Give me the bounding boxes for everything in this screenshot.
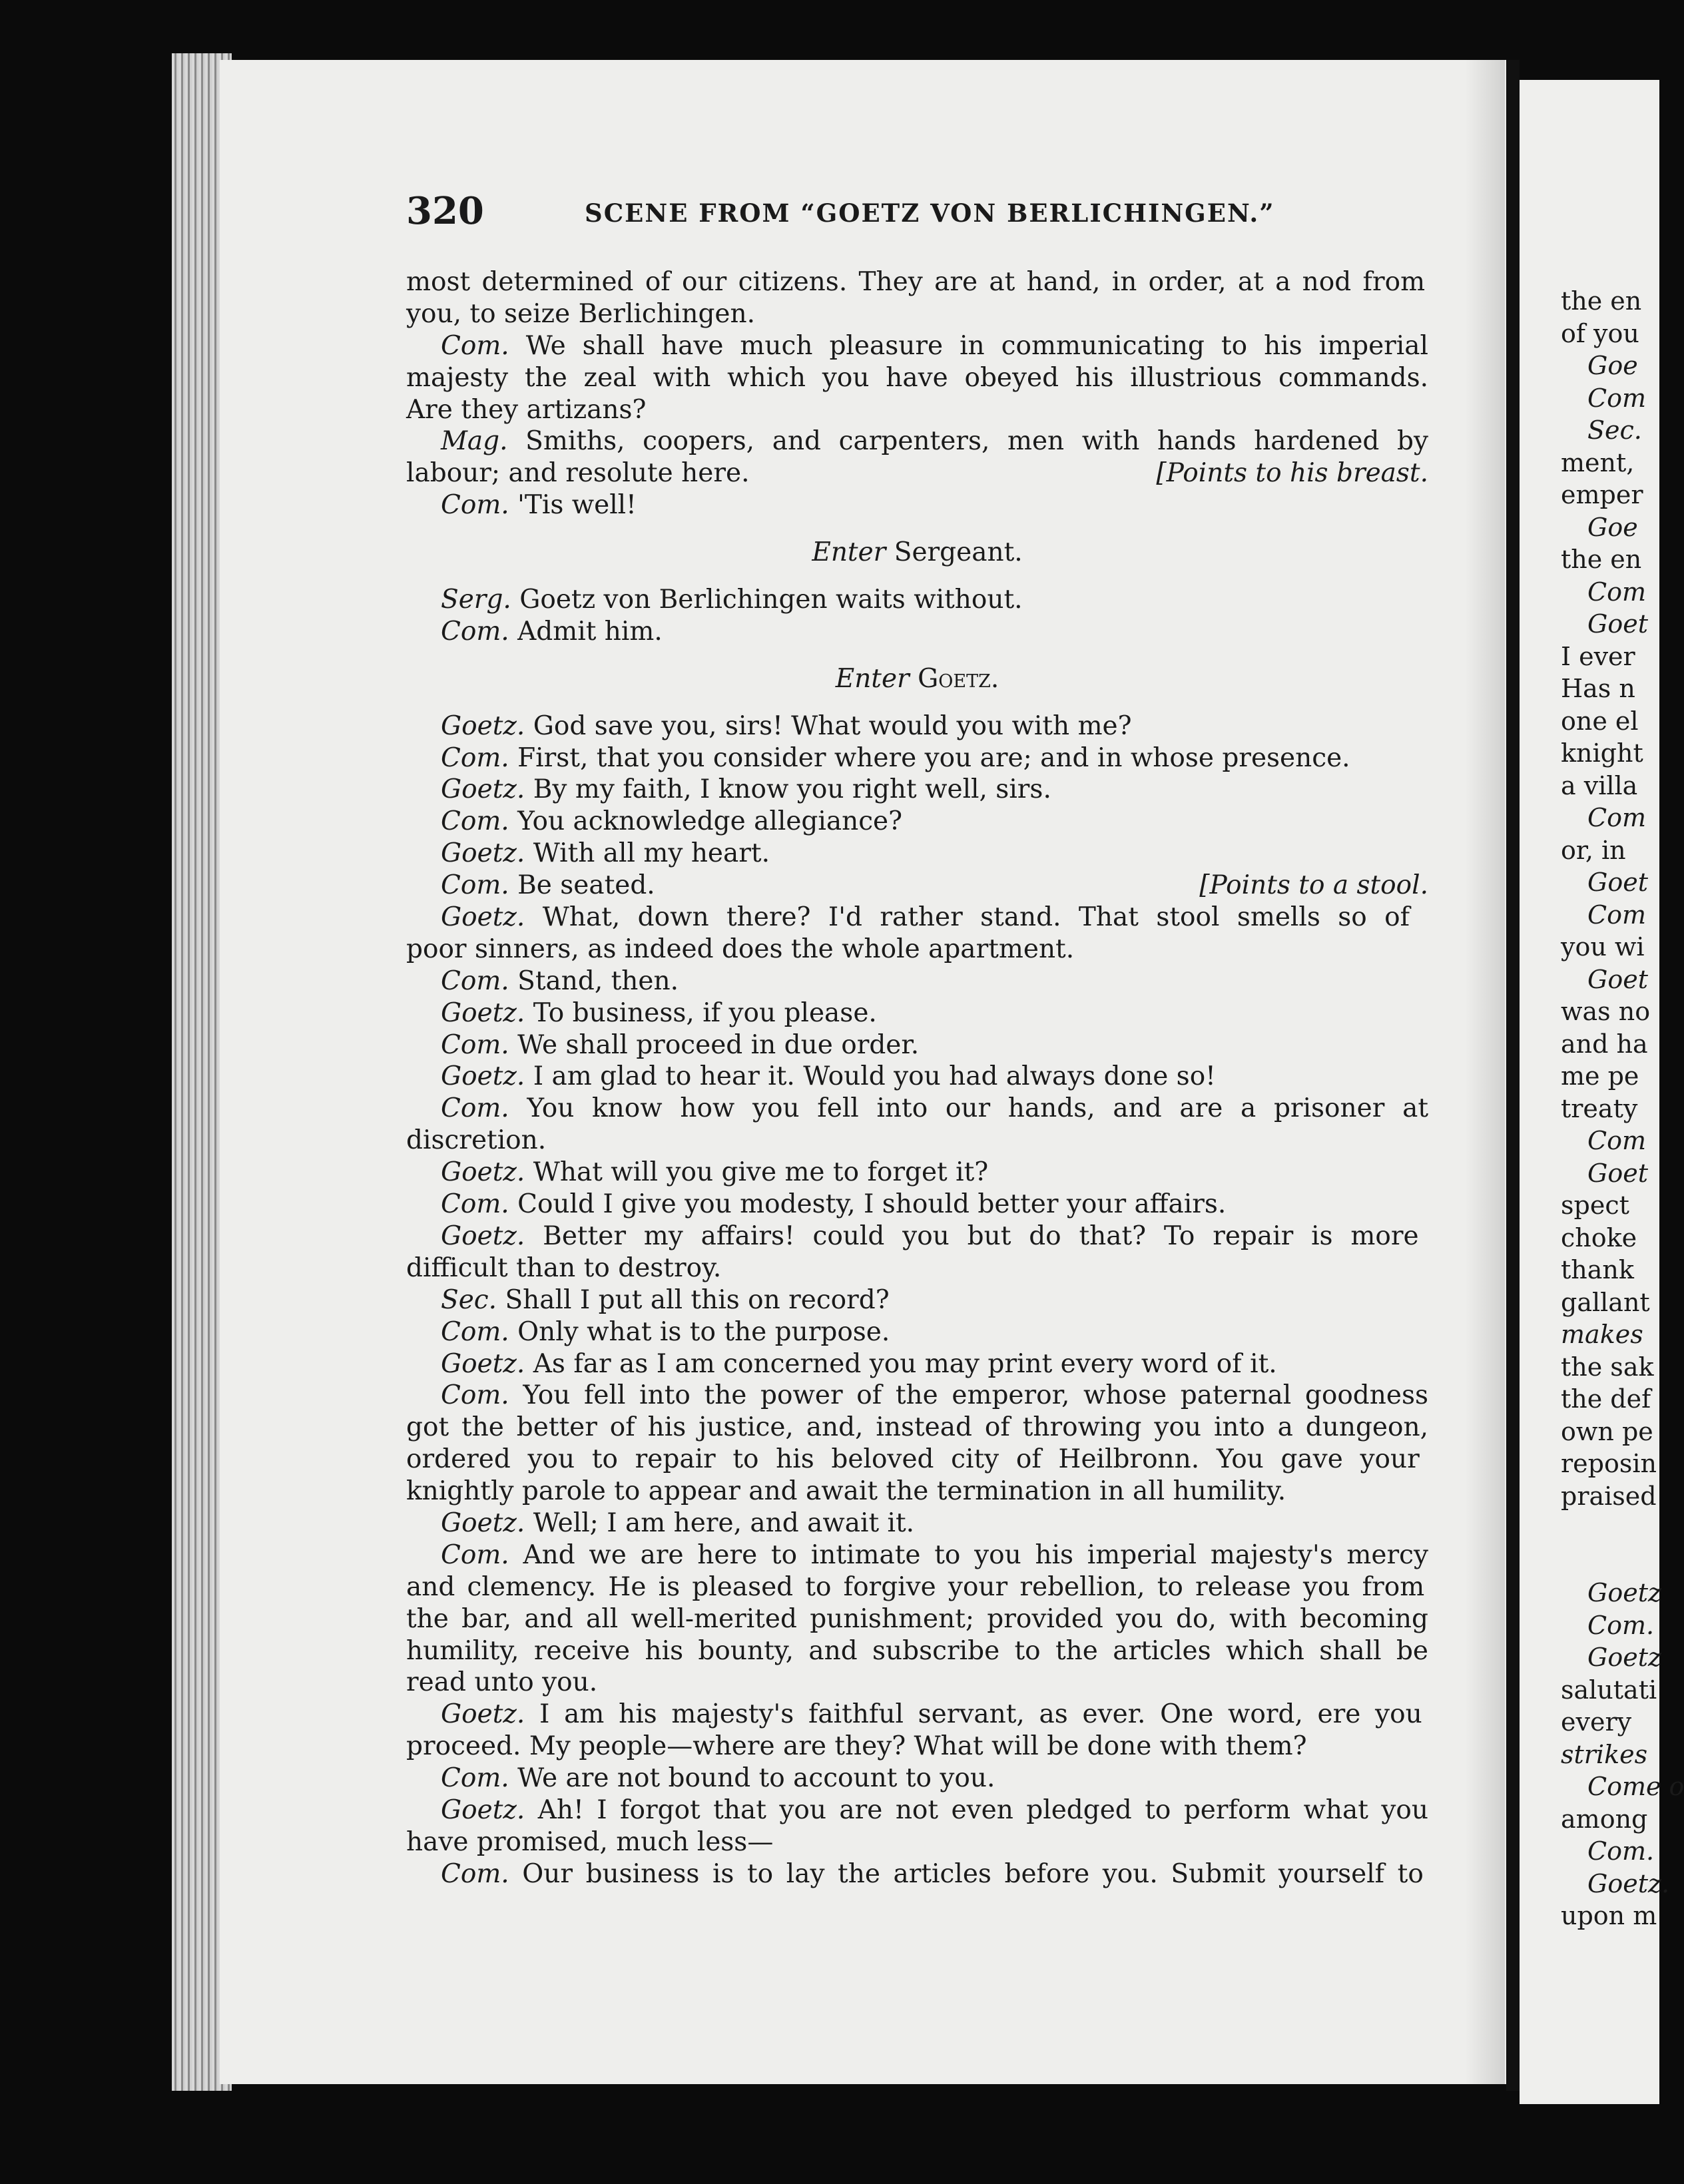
line-content [441,617,663,647]
line-content [441,966,679,996]
speech-line [406,1029,1428,1061]
speaker-name: Goetz. [441,1699,525,1730]
right-page-fragment: or, in [1561,835,1626,865]
speaker-name: Goetz. [441,1348,525,1379]
text-line [406,1571,1428,1603]
right-page-fragment: a villa [1561,770,1638,800]
line-content [441,1859,1424,1889]
enter-word: Enter [812,537,886,568]
speech-line [406,742,1428,774]
line-content [441,1540,1428,1570]
line-content [406,1253,721,1283]
right-page-fragment: me pe [1561,1061,1639,1091]
right-page-fragment: upon m [1561,1901,1657,1930]
right-page-fragment: emper [1561,480,1643,509]
line-content [441,1349,1277,1379]
line-text: And we are here to intimate to you his imperial majesty's mercy [523,1539,1429,1570]
speech-line [406,1221,1428,1252]
line-text: discretion. [406,1125,547,1156]
line-content [441,838,770,868]
text-line [406,1444,1428,1476]
speaker-name: Com. [441,1189,509,1220]
right-page-fragment: praised [1561,1481,1657,1511]
line-text: With all my heart. [533,838,770,869]
speaker-name: Com. [441,806,509,837]
right-page-fragment [1561,1512,1667,1545]
right-page-fragment: Goet [1587,1158,1648,1188]
text-line [406,1476,1428,1507]
line-text: We shall have much pleasure in communicating to his imperial [525,330,1428,361]
stage-direction-enter [406,537,1428,569]
blank-line [406,695,1428,710]
speaker-name: Goetz. [441,1221,525,1251]
speaker-name: Com. [441,965,509,996]
blank-line [406,569,1428,584]
line-content [441,1221,1419,1251]
character-name: Sergeant. [886,537,1023,568]
right-page-fragment: ment, [1561,447,1635,477]
right-page-fragment: Com [1587,577,1646,607]
speech-line [406,1189,1428,1221]
speech-line [406,997,1428,1029]
speaker-name: Goetz. [441,1157,525,1188]
right-page-fragment: Goet [1587,609,1648,639]
speech-line [406,1507,1428,1539]
speech-line [406,616,1428,648]
speech-line [406,870,1428,902]
line-text: Better my affairs! could you but do that? To repair is more [543,1221,1419,1251]
right-page-fragment: Goet [1587,964,1648,994]
speech-line [406,1348,1428,1380]
line-content [441,743,1350,773]
speech-line [406,1539,1428,1571]
speaker-name: Goetz. [441,902,525,933]
line-content [441,806,902,836]
stage-direction: [Points to a stool. [1199,870,1428,901]
speaker-name: Sec. [441,1284,497,1315]
right-page-fragment: salutati [1561,1675,1657,1705]
blank-line [406,521,1428,537]
line-content [441,1030,919,1060]
text-line [406,1125,1428,1157]
right-page-fragment: knight [1561,738,1643,768]
line-text: Admit him. [517,616,663,647]
line-text: proceed. My people—where are they? What will be done with them? [406,1731,1307,1762]
line-content [441,1093,1428,1123]
right-page-fragment: reposin [1561,1449,1657,1478]
line-text: First, that you consider where you are; and in whose presence. [517,742,1350,773]
line-content [441,902,1410,932]
right-page-fragment [1561,1545,1667,1577]
speaker-name: Goetz. [441,1061,525,1092]
line-text: knightly parole to appear and await the termination in all humility. [406,1476,1286,1507]
line-text: As far as I am concerned you may print every word of it. [533,1348,1277,1379]
right-page-fragment: Com. [1587,1836,1655,1866]
speech-line [406,1763,1428,1794]
line-text: What, down there? I'd rather stand. That stool smells so of [542,902,1410,933]
line-content [441,426,1428,456]
right-page-fragment: Goetz [1587,1578,1662,1607]
speaker-name: Com. [441,870,509,901]
right-page-fragment: Com [1587,383,1646,413]
speech-line [406,838,1428,870]
speaker-name: Com. [441,742,509,773]
speaker-name: Com. [441,1763,509,1794]
line-content [406,1636,1428,1666]
text-line [406,457,1428,489]
line-text: Only what is to the purpose. [517,1316,890,1347]
line-content [406,1604,1428,1634]
right-page-text [1561,285,1684,1932]
speaker-name: Com. [441,1093,509,1124]
speaker-name: Goetz. [441,1507,525,1538]
speech-line [406,1794,1428,1826]
line-text: Could I give you modesty, I should better your affairs. [517,1189,1227,1220]
gutter-shadow [1465,60,1505,2084]
stage-direction: [Points to his breast. [1156,458,1428,489]
line-content [441,711,1132,741]
line-content [441,585,1023,615]
line-text: I am glad to hear it. Would you had always done so! [533,1061,1216,1092]
text-line [406,934,1428,965]
right-page-fragment: of you [1561,318,1639,348]
line-text: Smiths, coopers, and carpenters, men with hands hardened by [525,426,1428,457]
line-text: ordered you to repair to his beloved city of Heilbronn. You gave your [406,1444,1420,1475]
speech-line [406,1284,1428,1316]
right-page-fragment: Com [1587,803,1646,832]
speaker-name: Goetz. [441,774,525,805]
running-title: SCENE FROM “GOETZ VON BERLICHINGEN.” [585,198,1275,228]
line-text: You fell into the power of the emperor, whose paternal goodness [523,1380,1428,1411]
right-page-fragment: Has n [1561,674,1635,703]
line-content [406,1125,546,1155]
page-body [406,266,1428,1890]
line-text: God save you, sirs! What would you with me? [533,710,1132,741]
line-content [406,267,1425,297]
line-content [441,1763,995,1793]
right-page-fragment: every [1561,1707,1632,1737]
text-line [406,1603,1428,1635]
right-page-fragment: choke [1561,1223,1637,1252]
right-page-fragment: Goetz [1587,1643,1662,1672]
right-page-fragment: Goe [1587,351,1638,380]
line-text: Well; I am here, and await it. [533,1507,915,1538]
speaker-name: Com. [441,1858,509,1889]
line-text: To business, if you please. [533,997,877,1028]
right-page-fragment: one el [1561,706,1639,736]
speaker-name: Com. [441,330,509,361]
speech-line [406,584,1428,616]
right-page-fragment: Com [1587,1126,1646,1155]
enter-word: Enter [835,663,910,694]
line-text: By my faith, I know you right well, sirs. [533,774,1051,805]
speaker-name: Goetz. [441,1794,525,1825]
line-content [406,1444,1420,1474]
right-page-fragment: the sak [1561,1352,1654,1382]
right-page-fragment: Com [1587,900,1646,930]
right-page-fragment: gallant [1561,1287,1650,1317]
line-text: Are they artizans? [406,394,647,425]
line-content [441,1061,1216,1091]
line-text: You know how you fell into our hands, and are a prisoner at [527,1093,1428,1124]
line-text: read unto you. [406,1667,598,1698]
line-content [441,1699,1422,1729]
speaker-name: Mag. [441,426,508,457]
right-page-fragment: Sec. [1587,415,1642,445]
speech-line [406,1380,1428,1412]
line-text: Be seated. [517,870,655,901]
right-page-fragment: the en [1561,545,1642,574]
line-content [441,1380,1428,1410]
line-text: Goetz von Berlichingen waits without. [519,585,1023,615]
line-content [441,1508,914,1538]
right-page-fragment: Goetz. [1587,1868,1670,1898]
speech-line [406,1316,1428,1348]
line-content [406,934,1074,964]
text-line [406,1667,1428,1699]
speech-line [406,774,1428,806]
line-content [441,1285,890,1315]
line-content [406,457,749,489]
line-text: Stand, then. [517,965,679,996]
line-content [441,870,655,902]
line-content [441,1189,1226,1219]
line-text: you, to seize Berlichingen. [406,298,756,329]
line-text: got the better of his justice, and, instead of throwing you into a dungeon, [406,1412,1428,1443]
line-content [441,774,1051,804]
right-page-fragment: thank [1561,1255,1634,1284]
character-name: Goetz. [909,663,999,694]
line-text: We shall proceed in due order. [517,1029,920,1060]
page-number: 320 [406,189,484,233]
right-page-fragment: was no [1561,997,1651,1026]
line-content [441,1157,988,1187]
right-page-fragment: you wi [1561,932,1645,961]
text-line [406,1412,1428,1444]
text-line [406,1826,1428,1858]
text-line [406,362,1428,394]
line-content [406,1667,597,1697]
line-text: labour; and resolute here. [406,458,750,489]
right-page-fragment: spect [1561,1191,1629,1220]
right-page-fragment: treaty [1561,1093,1638,1123]
right-page-fragment: makes [1561,1320,1643,1349]
text-line [406,1731,1428,1763]
line-text: 'Tis well! [517,490,637,521]
line-content [441,1317,890,1347]
speaker-name: Serg. [441,585,511,615]
text-line [406,266,1428,298]
speech-line [406,1093,1428,1125]
line-text: have promised, much less— [406,1826,774,1857]
line-text: and clemency. He is pleased to forgive your rebellion, to release you from [406,1571,1425,1602]
speaker-name: Com. [441,1539,509,1570]
text-line [406,394,1428,426]
line-content [406,1412,1428,1442]
speech-line [406,425,1428,457]
right-page-fragment: Goet [1587,868,1648,897]
line-content [406,1572,1424,1602]
speech-line [406,1061,1428,1093]
line-text: What will you give me to forget it? [533,1157,989,1188]
right-page-fragment: Goe [1587,512,1638,542]
text-line [406,298,1428,330]
speech-line [406,902,1428,934]
speaker-name: Com. [441,1316,509,1347]
speech-line [406,1858,1428,1890]
speaker-name: Goetz. [441,710,525,741]
line-text: I am his majesty's faithful servant, as ever. One word, ere you [539,1699,1422,1730]
right-page-fragment: strikes [1561,1739,1648,1769]
right-page-fragment: and ha [1561,1029,1648,1059]
line-text: You acknowledge allegiance? [517,806,903,837]
right-page-fragment: I ever [1561,641,1635,671]
line-content [441,1795,1428,1825]
line-content [441,998,877,1028]
line-content [406,395,646,425]
line-text: We are not bound to account to you. [517,1763,995,1794]
line-text: the bar, and all well-merited punishment; provided you do, with becoming [406,1603,1428,1634]
line-content [406,363,1428,393]
speaker-name: Goetz. [441,838,525,869]
right-page-fragment: the def [1561,1384,1651,1414]
text-line [406,1635,1428,1667]
speaker-name: Goetz. [441,997,525,1028]
line-text: Our business is to lay the articles before you. Submit yourself to [522,1858,1424,1889]
line-text: Shall I put all this on record? [505,1284,890,1315]
speech-line [406,489,1428,521]
right-page-fragment: own pe [1561,1416,1653,1446]
line-text: poor sinners, as indeed does the whole apartment. [406,934,1075,964]
speech-line [406,806,1428,838]
speech-line [406,1157,1428,1189]
speech-line [406,330,1428,362]
right-page-fragment: the en [1561,286,1642,316]
line-text: humility, receive his bounty, and subscribe to the articles which shall be [406,1635,1428,1666]
line-content [441,331,1428,361]
text-line [406,1252,1428,1284]
stage-direction-enter [406,663,1428,695]
speech-line [406,965,1428,997]
line-content [406,1731,1307,1761]
speech-line [406,1699,1428,1731]
line-content [406,1827,773,1857]
speaker-name: Com. [441,1380,509,1411]
speaker-name: Com. [441,616,509,647]
right-page-fragment: Com. [1587,1610,1655,1640]
line-text: majesty the zeal with which you have obeyed his illustrious commands. [406,362,1428,393]
book-spine [1506,60,1520,2091]
line-text: most determined of our citizens. They are at hand, in order, at a nod from [406,267,1426,297]
line-text: difficult than to destroy. [406,1252,722,1283]
blank-line [406,648,1428,663]
right-page-fragment: among [1561,1804,1648,1834]
line-content [406,299,755,329]
speaker-name: Com. [441,490,509,521]
page-header [406,188,1432,234]
line-content [406,1476,1286,1506]
right-page-fragment: Come o [1587,1772,1684,1801]
line-text: Ah! I forgot that you are not even pledged to perform what you [537,1794,1428,1825]
speech-line [406,710,1428,742]
speaker-name: Com. [441,1029,509,1060]
line-content [441,490,637,520]
